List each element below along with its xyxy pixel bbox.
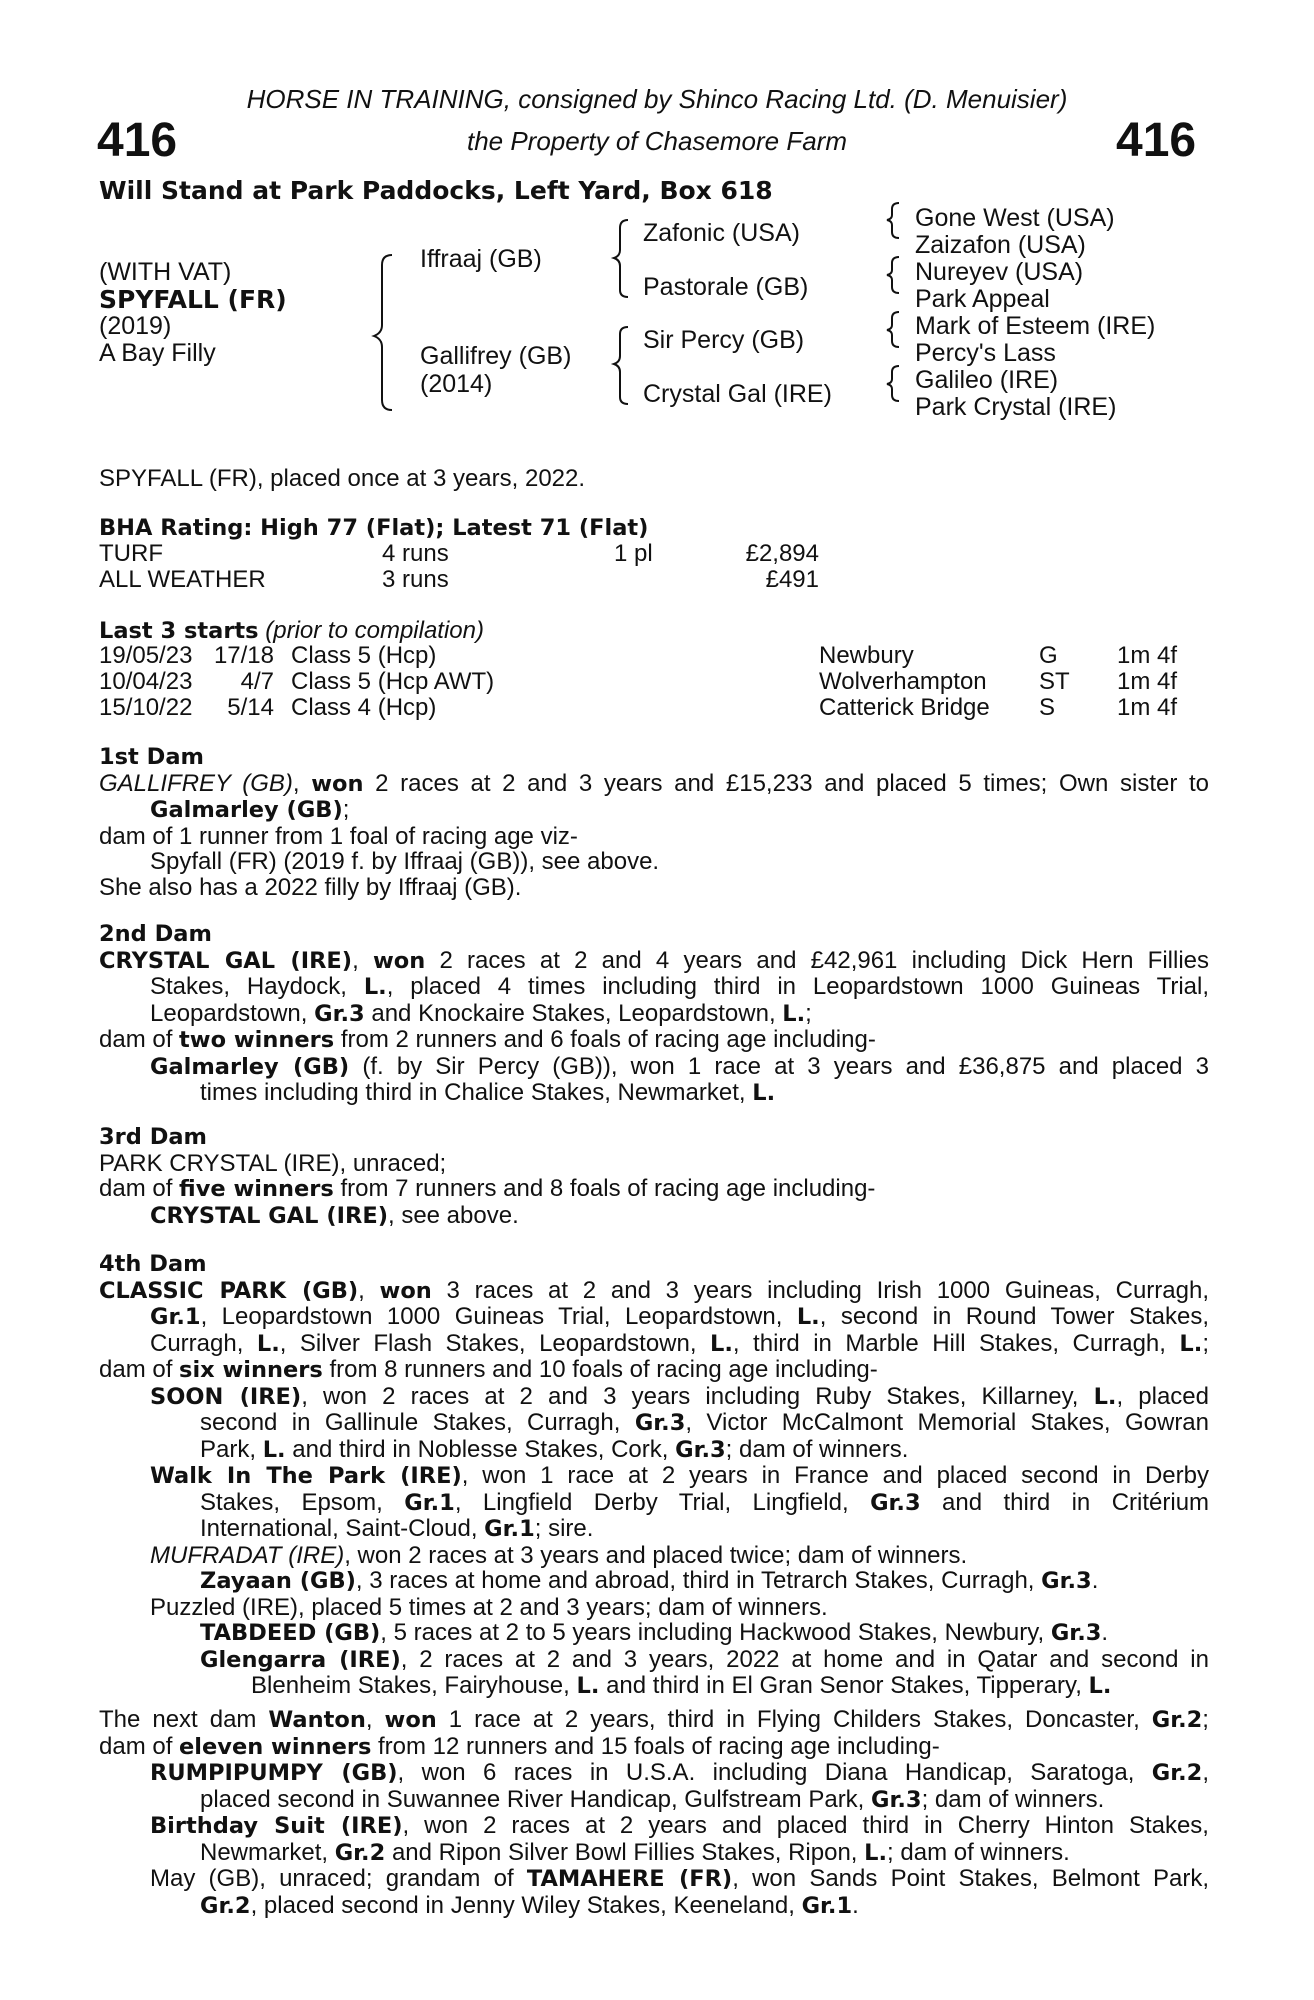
grade: L. (796, 1304, 820, 1330)
grade: Gr.2 (1151, 1760, 1203, 1786)
text: , won 2 races at 3 years and placed twice; dam of winners. (344, 1541, 968, 1569)
third-dam-text: PARK CRYSTAL (IRE), unraced; (99, 1149, 447, 1177)
rating-row-runs: 3 runs (382, 566, 449, 593)
sire-name: Iffraaj (GB) (420, 245, 542, 273)
pedigree-gen4-7: Galileo (IRE) (915, 366, 1059, 394)
text: , second in Round Tower Stakes, (819, 1303, 1209, 1330)
text: , third in Marble Hill Stakes, Curragh, (732, 1329, 1166, 1357)
grade: Gr.3 (1041, 1568, 1092, 1594)
last-starts-note: (prior to compilation) (265, 617, 484, 644)
first-dam-heading: 1st Dam (99, 744, 204, 770)
text: Leopardstown, (150, 999, 308, 1027)
text: The next dam (99, 1706, 257, 1733)
text: placed second in Suwannee River Handicap, Gulfstream Park, (200, 1785, 865, 1813)
won-label: won (372, 947, 426, 974)
grade: Gr.1 (404, 1489, 455, 1516)
grade: Gr.3 (634, 1410, 686, 1436)
produce-name: Glengarra (IRE) (200, 1646, 401, 1673)
stand-location: Will Stand at Park Paddocks, Left Yard, Box 618 (99, 176, 773, 205)
last-starts-heading (99, 617, 484, 645)
first-dam-text: 2 races at 2 and 3 years and £15,233 and placed 5 times; Own sister to (375, 769, 1209, 797)
grade: L. (864, 1839, 888, 1866)
dam-year: (2014) (420, 370, 493, 398)
text: 3 races at 2 and 3 years including Irish 1000 Guineas, Curragh, (446, 1276, 1209, 1304)
first-dam-produce: dam of 1 runner from 1 foal of racing age viz- (99, 822, 578, 850)
text: ; (805, 999, 812, 1027)
grade: L. (1093, 1383, 1117, 1410)
text: International, Saint-Cloud, (200, 1515, 478, 1542)
grade: Gr.2 (200, 1892, 251, 1919)
start-position: 5/14 (227, 694, 274, 721)
text: , won 2 races at 2 years and placed third in Cherry Hinton Stakes, (402, 1812, 1209, 1839)
text: dam of (99, 1026, 173, 1053)
start-going: S (1039, 694, 1056, 721)
text: and third in El Gran Senor Stakes, Tipperary, (606, 1672, 1082, 1699)
text: , 3 races at home and abroad, third in Tetrarch Stakes, Curragh, (355, 1567, 1035, 1594)
grade: Gr.2 (1151, 1707, 1203, 1733)
won-label: won (384, 1707, 437, 1733)
start-position: 17/18 (213, 642, 274, 669)
horse-description: A Bay Filly (99, 339, 216, 367)
produce-name: RUMPIPUMPY (GB) (150, 1760, 398, 1786)
grade: L. (256, 1330, 280, 1357)
text: , placed (1116, 1382, 1209, 1410)
text: dam of (99, 1356, 173, 1383)
text: , Leopardstown 1000 Guineas Trial, Leopardstown, (200, 1303, 783, 1330)
pedigree-gen4-2: Zaizafon (USA) (915, 231, 1086, 259)
pedigree-gen3-3: Sir Percy (GB) (643, 326, 805, 354)
text: May (GB), unraced; grandam of (150, 1865, 514, 1892)
text: Stakes, Epsom, (200, 1488, 383, 1516)
text: Blenheim Stakes, Fairyhouse, (251, 1672, 570, 1699)
horse-year: (2019) (99, 312, 172, 340)
text: , (1202, 1759, 1209, 1786)
pedigree-gen4-4: Park Appeal (915, 285, 1050, 313)
grade: L. (1179, 1330, 1203, 1357)
text: from 2 runners and 6 foals of racing age including- (340, 1026, 876, 1053)
vat-label: (WITH VAT) (99, 258, 232, 286)
second-dam-text: 2 races at 2 and 4 years and £42,961 including Dick Hern Fillies (439, 946, 1209, 974)
text: ; dam of winners. (887, 1838, 1070, 1866)
produce-name: TABDEED (GB) (200, 1620, 381, 1646)
text: 1 race at 2 years, third in Flying Childers Stakes, Doncaster, (448, 1706, 1140, 1733)
text: second in Gallinule Stakes, Curragh, (200, 1409, 621, 1436)
text: and Ripon Silver Bowl Fillies Stakes, Ripon, (391, 1838, 858, 1866)
text: . (1101, 1619, 1109, 1646)
grade: Gr.3 (870, 1489, 921, 1516)
pedigree-gen4-3: Nureyev (USA) (915, 258, 1084, 286)
first-dam-foal: Spyfall (FR) (2019 f. by Iffraaj (GB)), see above. (150, 848, 660, 875)
grade: L. (752, 1080, 776, 1106)
text: , placed second in Jenny Wiley Stakes, Keeneland, (250, 1891, 795, 1919)
start-going: ST (1039, 668, 1070, 695)
produce-name: Birthday Suit (IRE) (150, 1813, 403, 1839)
won-label: won (379, 1277, 432, 1304)
start-distance: 1m 4f (1117, 694, 1178, 721)
won-label: won (311, 770, 364, 797)
text: , won 1 race at 2 years in France and placed second in Derby (461, 1462, 1209, 1489)
text: , (365, 1706, 373, 1733)
text: Park, (200, 1435, 257, 1463)
grade: Gr.3 (871, 1786, 922, 1813)
text: Stakes, Haydock, (150, 973, 347, 1000)
pedigree-gen4-5: Mark of Esteem (IRE) (915, 312, 1156, 340)
grade: Gr.2 (334, 1839, 386, 1866)
sister-tail: ; (342, 796, 350, 823)
third-dam-section (99, 1125, 1209, 1229)
race-summary: SPYFALL (FR), placed once at 3 years, 2022. (99, 465, 586, 492)
start-distance: 1m 4f (1117, 668, 1178, 695)
start-position: 4/7 (240, 668, 274, 695)
text: Newmarket, (200, 1838, 329, 1866)
pedigree-brackets (0, 0, 1314, 420)
text: and Knockaire Stakes, Leopardstown, (371, 999, 776, 1027)
next-dam-name: Wanton (268, 1707, 366, 1733)
produce-text: Puzzled (IRE), placed 5 times at 2 and 3 years; dam of winners. (150, 1593, 828, 1621)
rating-row-placed: 1 pl (614, 540, 653, 567)
text: from 12 runners and 15 foals of racing age including- (378, 1732, 940, 1760)
sister-name: Galmarley (GB) (150, 797, 343, 823)
grade: Gr.3 (1050, 1620, 1102, 1646)
start-date: 15/10/22 (99, 694, 193, 721)
first-dam-section: 1st Dam GALLIFREY (GB), won 2 races at 2 and 3 years and £15,233 and placed 5 times; Own sister to Galmarley (GB); dam of 1 runner from 1 foal of racing age viz- Spyfall (FR) (2019 f. by Iffraaj (GB)), see above. She also has a 2022 filly by Iffraaj (GB). (99, 744, 1209, 901)
text: , placed 4 times including third in Leopardstown 1000 Guineas Trial, (386, 973, 1210, 1000)
rating-row-surface: ALL WEATHER (99, 566, 266, 593)
text: (f. by Sir Percy (GB)), won 1 race at 3 years and £36,875 and placed 3 (362, 1052, 1210, 1080)
start-going: G (1039, 642, 1058, 669)
second-dam-section: 2nd Dam CRYSTAL GAL (IRE), won 2 races at 2 and 4 years and £42,961 including Dick Hern Fillies Stakes, Haydock, L., placed 4 times including third in Leopardstown 1000 Guineas Trial, Leopardstown, Gr.3 and Knockaire Stakes, Leopardstown, L.; dam of two winners from 2 runners and 6 foals of racing age including- Galmarley (GB) (f. by Sir Percy (GB)), won 1 race at 3 years and £36,875 and placed 3 times including third in Chalice Stakes, Newmarket, L. (99, 921, 1210, 1106)
start-date: 19/05/23 (99, 642, 193, 669)
fourth-dam-heading: 4th Dam (99, 1251, 207, 1277)
first-dam-name: GALLIFREY (GB) (99, 769, 293, 797)
text: , see above. (387, 1201, 519, 1229)
pedigree-gen3-4: Crystal Gal (IRE) (643, 380, 832, 408)
lot-number-right: 416 (1116, 114, 1197, 167)
start-race: Class 4 (Hcp) (291, 694, 437, 721)
text: ; dam of winners. (725, 1435, 909, 1463)
start-date: 10/04/23 (99, 668, 193, 695)
rating-row-earnings: £491 (765, 566, 819, 593)
consignor-line: HORSE IN TRAINING, consigned by Shinco Racing Ltd. (D. Menuisier) (246, 84, 1068, 114)
pedigree-gen4-1: Gone West (USA) (915, 204, 1115, 232)
produce-name: MUFRADAT (IRE) (150, 1541, 345, 1569)
produce-name: Walk In The Park (IRE) (150, 1463, 462, 1489)
grade: L. (710, 1330, 733, 1357)
text: and third in Noblesse Stakes, Cork, (292, 1435, 669, 1463)
text: dam of (99, 1732, 173, 1760)
grade: L. (576, 1673, 600, 1699)
produce-name: Galmarley (GB) (150, 1053, 350, 1080)
text: ; (1202, 1706, 1209, 1733)
dam-name: Gallifrey (GB) (420, 342, 572, 370)
fourth-dam-name: CLASSIC PARK (GB) (99, 1277, 359, 1304)
fourth-dam-section: 4th Dam CLASSIC PARK (GB), won 3 races at 2 and 3 years including Irish 1000 Guineas, Curragh, Gr.1, Leopardstown 1000 Guineas Trial, Leopardstown, L., second in Round Tower Stakes, Curragh, L., Silver Flash Stakes, Leopardstown, L., third in Marble Hill Stakes, Curragh, L.; dam of six winners from 8 runners and 10 foals of racing age including- SOON (IRE), won 2 races at 2 and 3 years including Ruby Stakes, Killarney, L., placed second in Gallinule Stakes, Curragh, Gr.3, Victor McCalmont Memorial Stakes, Gowran Park, L. and third in Noblesse Stakes, Cork, Gr.3; dam of winners. Walk In The Park (IRE), won 1 race at 2 years in France and placed second in Derby Stakes, Epsom, Gr.1, Lingfield Derby Trial, Lingfield, Gr.3 and third in Critérium International, Saint-Cloud, Gr.1; sire. MUFRADAT (IRE), won 2 races at 3 years and placed twice; dam of winners. Zayaan (GB), 3 races at home and abroad, third in Tetrarch Stakes, Curragh, Gr.3. Puzzled (IRE), placed 5 times at 2 and 3 years; dam of winners. TABDEED (GB), 5 races at 2 to 5 years including Hackwood Stakes, Newbury, Gr.3. Glengarra (IRE), 2 races at 2 and 3 years, 2022 at home and in Qatar and second in Blenheim Stakes, Fairyhouse, L. and third in El Gran Senor Stakes, Tipperary, L. (99, 1251, 1210, 1699)
text: from 8 runners and 10 foals of racing age including- (329, 1356, 878, 1383)
text: dam of (99, 1175, 173, 1202)
grade: L. (262, 1436, 286, 1463)
property-line: the Property of Chasemore Farm (466, 126, 848, 156)
rating-row-earnings: £2,894 (745, 540, 819, 567)
winners-count: eleven winners (179, 1733, 372, 1760)
text: from 7 runners and 8 foals of racing age including- (340, 1175, 876, 1202)
start-course: Wolverhampton (819, 668, 987, 695)
text: , won 6 races in U.S.A. including Diana Handicap, Saratoga, (397, 1759, 1135, 1786)
text: , won Sands Point Stakes, Belmont Park, (732, 1865, 1210, 1892)
text: ; (1202, 1329, 1209, 1357)
produce-name: TAMAHERE (FR) (526, 1866, 733, 1892)
grade: L. (782, 1000, 806, 1027)
grade: Gr.1 (484, 1516, 535, 1542)
pedigree-gen4-8: Park Crystal (IRE) (915, 393, 1117, 421)
text: , 2 races at 2 and 3 years, 2022 at home and in Qatar and second in (400, 1645, 1209, 1673)
text: . (1091, 1567, 1099, 1594)
text: and third in Critérium (942, 1488, 1210, 1516)
rating-row-surface: TURF (99, 540, 163, 567)
grade: L. (1088, 1673, 1112, 1699)
next-dam-section (99, 1707, 1209, 1919)
last-starts-title: Last 3 starts (99, 618, 259, 644)
grade: Gr.1 (150, 1304, 201, 1330)
produce-name: Zayaan (GB) (200, 1568, 356, 1594)
start-course: Newbury (819, 642, 914, 669)
text: , Victor McCalmont Memorial Stakes, Gowran (685, 1409, 1210, 1436)
pedigree-gen4-6: Percy's Lass (915, 339, 1056, 367)
rating-row-runs: 4 runs (382, 540, 449, 567)
lot-number-left: 416 (97, 114, 178, 167)
winners-count: five winners (179, 1176, 334, 1202)
text: times including third in Chalice Stakes, Newmarket, (200, 1079, 746, 1106)
pedigree-gen3-2: Pastorale (GB) (643, 273, 809, 301)
text: ; dam of winners. (921, 1785, 1105, 1813)
produce-name: CRYSTAL GAL (IRE) (150, 1202, 388, 1229)
third-dam-heading: 3rd Dam (99, 1124, 207, 1150)
grade: Gr.1 (801, 1892, 853, 1919)
text: , Lingfield Derby Trial, Lingfield, (454, 1488, 849, 1516)
winners-count: two winners (179, 1027, 335, 1053)
grade: Gr.3 (314, 1000, 365, 1027)
grade: Gr.3 (675, 1436, 726, 1463)
text: , won 2 races at 2 and 3 years including Ruby Stakes, Killarney, (301, 1382, 1079, 1410)
start-race: Class 5 (Hcp) (291, 642, 437, 669)
text: Curragh, (150, 1329, 244, 1357)
winners-count: six winners (179, 1357, 323, 1383)
produce-name: SOON (IRE) (150, 1383, 302, 1410)
second-dam-heading: 2nd Dam (99, 921, 212, 947)
second-dam-name: CRYSTAL GAL (IRE) (99, 947, 353, 974)
first-dam-note: She also has a 2022 filly by Iffraaj (GB). (99, 873, 522, 901)
start-course: Catterick Bridge (819, 694, 990, 721)
text: . (852, 1891, 859, 1919)
text: , 5 races at 2 to 5 years including Hackwood Stakes, Newbury, (380, 1619, 1045, 1646)
grade: L. (363, 974, 387, 1000)
start-distance: 1m 4f (1117, 642, 1178, 669)
text: ; sire. (534, 1515, 594, 1542)
horse-name: SPYFALL (FR) (99, 285, 287, 314)
pedigree-gen3-1: Zafonic (USA) (643, 219, 800, 247)
text: , Silver Flash Stakes, Leopardstown, (279, 1329, 697, 1357)
bha-rating: BHA Rating: High 77 (Flat); Latest 71 (Flat) (99, 515, 649, 541)
start-race: Class 5 (Hcp AWT) (291, 668, 495, 695)
